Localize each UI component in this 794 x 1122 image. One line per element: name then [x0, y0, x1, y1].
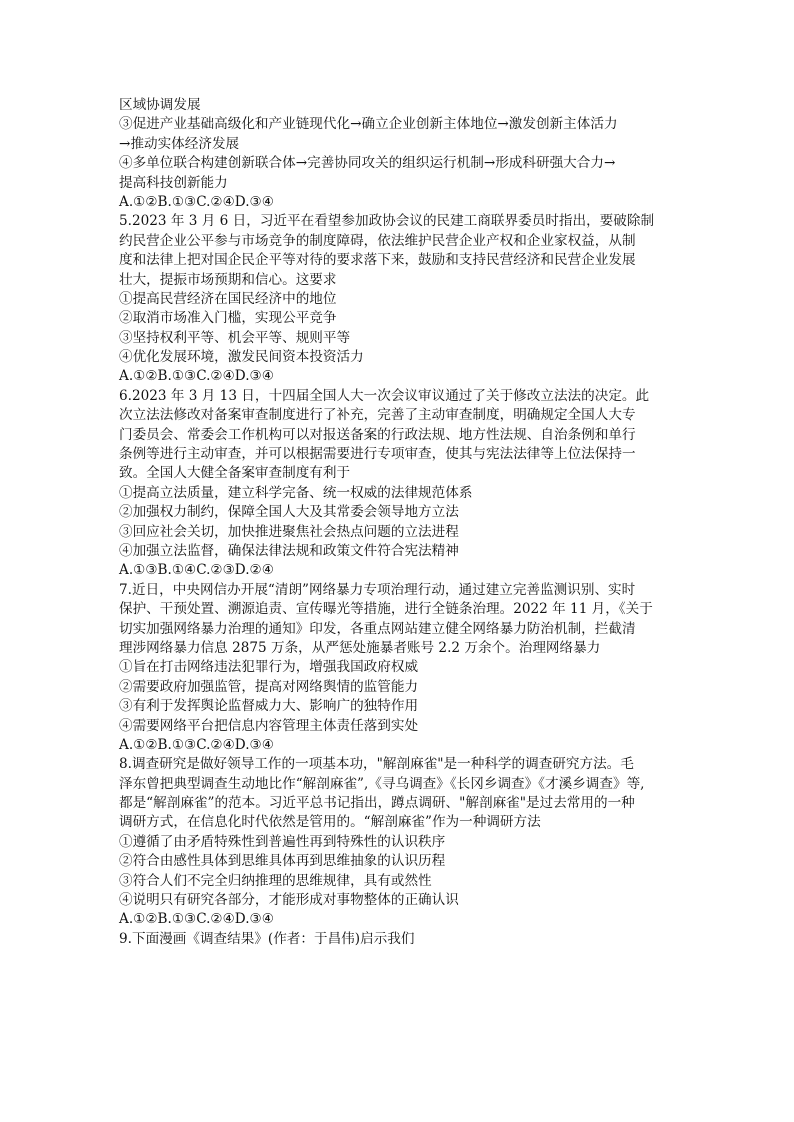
text-line: 理涉网络暴力信息 2875 万条，从严惩处施暴者账号 2.2 万余个。治理网络暴力 — [119, 639, 601, 656]
text-line: 泽东曾把典型调查生动地比作“解剖麻雀”,《寻乌调查》《长冈乡调查》《才溪乡调查》等, — [119, 775, 645, 792]
text-line: ④多单位联合构建创新联合体→完善协同攻关的组织运行机制→形成科研强大合力→ — [119, 155, 616, 172]
text-line: 6.2023 年 3 月 13 日，十四届全国人大一次会议审议通过了关于修改立法法的决定。此 — [119, 387, 650, 404]
text-line: 提高科技创新能力 — [119, 174, 228, 191]
text-line: ①遵循了由矛盾特殊性到普遍性再到特殊性的认识秩序 — [119, 833, 446, 850]
text-line: ②需要政府加强监管，提高对网络舆情的监管能力 — [119, 678, 419, 695]
text-line: 门委员会、常委会工作机构可以对报送备案的行政法规、地方性法规、自治条例和单行 — [119, 426, 636, 443]
text-line: ②符合由感性具体到思维具体再到思维抽象的认识历程 — [119, 853, 446, 870]
text-line: 9.下面漫画《调查结果》(作者：于昌伟)启示我们 — [119, 930, 415, 947]
text-line: 约民营企业公平参与市场竞争的制度障碍，依法维护民营企业产权和企业家权益，从制 — [119, 232, 636, 249]
text-line: 切实加强网络暴力治理的通知》印发，各重点网站建立健全网络暴力防治机制，拦截清 — [119, 620, 636, 637]
text-line: ①提高民营经济在国民经济中的地位 — [119, 290, 337, 307]
text-line: ③回应社会关切，加快推进聚焦社会热点问题的立法进程 — [119, 523, 459, 540]
text-line: 调研方式，在信息化时代依然是管用的。“解剖麻雀”作为一种调研方法 — [119, 814, 541, 831]
text-line: 5.2023 年 3 月 6 日，习近平在看望参加政协会议的民建工商联界委员时指出，要破除制 — [119, 213, 655, 230]
text-line: A.①③B.①④C.②③D.②④ — [119, 562, 274, 579]
text-line: ②取消市场准入门槛，实现公平竞争 — [119, 310, 337, 327]
text-line: A.①②B.①③C.②④D.③④ — [119, 368, 274, 385]
exam-text-body — [119, 96, 679, 949]
text-line: ①提高立法质量，建立科学完备、统一权威的法律规范体系 — [119, 484, 473, 501]
text-line: ③促进产业基础高级化和产业链现代化→确立企业创新主体地位→激发创新主体活力 — [119, 116, 618, 133]
text-line: 8.调查研究是做好领导工作的一项基本功，"解剖麻雀"是一种科学的调查研究方法。毛 — [119, 756, 634, 773]
text-line: 区域协调发展 — [119, 97, 201, 113]
text-line: A.①②B.①③C.②④D.③④ — [119, 193, 274, 210]
text-line: ②加强权力制约，保障全国人大及其常委会领导地方立法 — [119, 504, 459, 521]
text-line: →推动实体经济发展 — [119, 135, 240, 152]
text-line: 次立法法修改对备案审查制度进行了补充，完善了主动审查制度，明确规定全国人大专 — [119, 407, 636, 424]
text-line: ③坚持权利平等、机会平等、规则平等 — [119, 329, 351, 346]
text-line: 致。全国人大健全备案审查制度有利于 — [119, 465, 351, 482]
text-line: 保护、干预处置、溯源追责、宣传曝光等措施，进行全链条治理。2022 年 11 月，《关于 — [119, 601, 653, 618]
text-line: A.①②B.①③C.②④D.③④ — [119, 736, 274, 753]
text-line: 壮大，提振市场预期和信心。这要求 — [119, 271, 337, 288]
text-line: 都是“解剖麻雀”的范本。习近平总书记指出，蹲点调研、"解剖麻雀"是过去常用的一种 — [119, 795, 635, 812]
text-line: ③符合人们不完全归纳推理的思维规律，具有或然性 — [119, 872, 432, 889]
text-line: ④加强立法监督，确保法律法规和政策文件符合宪法精神 — [119, 542, 459, 559]
text-line: 条例等进行主动审查，并可以根据需要进行专项审查，使其与宪法法律等上位法保持一 — [119, 446, 636, 463]
text-line: 度和法律上把对国企民企平等对待的要求落下来，鼓励和支持民营经济和民营企业发展 — [119, 252, 636, 269]
text-line: ④说明只有研究各部分，才能形成对事物整体的正确认识 — [119, 892, 459, 909]
text-line: A.①②B.①③C.②④D.③④ — [119, 911, 274, 928]
text-line: ①旨在打击网络违法犯罪行为，增强我国政府权威 — [119, 659, 419, 676]
text-line: ④优化发展环境，激发民间资本投资活力 — [119, 349, 364, 366]
text-line: ④需要网络平台把信息内容管理主体责任落到实处 — [119, 717, 419, 734]
text-line: ③有利于发挥舆论监督威力大、影响广的独特作用 — [119, 698, 419, 715]
text-line: 7.近日，中央网信办开展“清朗”网络暴力专项治理行动，通过建立完善监测识别、实时 — [119, 581, 636, 598]
